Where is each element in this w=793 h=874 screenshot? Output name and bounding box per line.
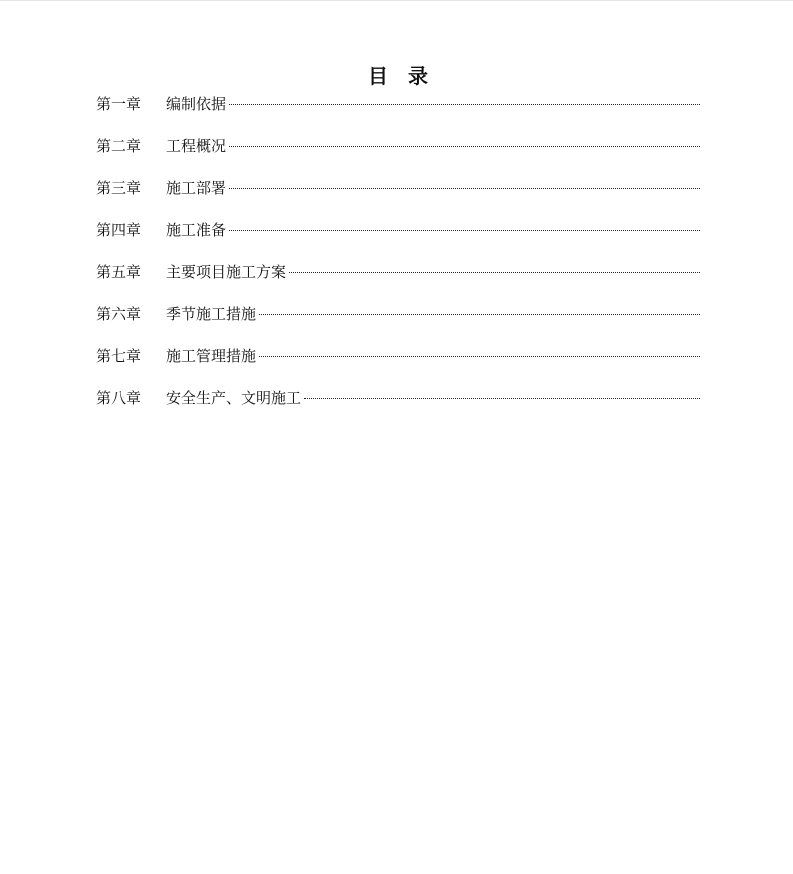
page-top-divider [0, 0, 793, 1]
toc-entry-1[interactable] [96, 93, 700, 135]
toc-chapter-title: 施工准备 [166, 221, 227, 239]
toc-chapter-number: 第七章 [96, 347, 142, 365]
toc-chapter-number: 第一章 [96, 95, 142, 113]
toc-chapter-number: 第四章 [96, 221, 142, 239]
toc-heading [0, 60, 793, 89]
toc-dot-leader [289, 271, 700, 273]
toc-entry-5[interactable] [96, 261, 700, 303]
toc-dot-leader [229, 103, 700, 105]
toc-dot-leader [259, 313, 700, 315]
toc-dot-leader [304, 397, 700, 399]
toc-chapter-title: 工程概况 [166, 137, 227, 155]
toc-entry-3[interactable] [96, 177, 700, 219]
toc-chapter-number: 第六章 [96, 305, 142, 323]
toc-heading-char-2: 录 [408, 64, 428, 88]
toc-dot-leader [229, 229, 700, 231]
toc-chapter-title: 安全生产、文明施工 [166, 389, 302, 407]
toc-chapter-number: 第八章 [96, 389, 142, 407]
toc-chapter-title: 施工部署 [166, 179, 227, 197]
toc-dot-leader [229, 187, 700, 189]
table-of-contents [96, 93, 700, 429]
toc-entry-6[interactable] [96, 303, 700, 345]
toc-entry-2[interactable] [96, 135, 700, 177]
toc-chapter-title: 编制依据 [166, 95, 227, 113]
toc-heading-char-1: 目 [368, 64, 388, 88]
toc-chapter-title: 主要项目施工方案 [166, 263, 287, 281]
toc-entry-8[interactable] [96, 387, 700, 429]
toc-entry-7[interactable] [96, 345, 700, 387]
toc-chapter-title: 季节施工措施 [166, 305, 257, 323]
toc-chapter-number: 第五章 [96, 263, 142, 281]
toc-chapter-number: 第三章 [96, 179, 142, 197]
toc-dot-leader [259, 355, 700, 357]
toc-chapter-title: 施工管理措施 [166, 347, 257, 365]
toc-dot-leader [229, 145, 700, 147]
toc-chapter-number: 第二章 [96, 137, 142, 155]
toc-entry-4[interactable] [96, 219, 700, 261]
